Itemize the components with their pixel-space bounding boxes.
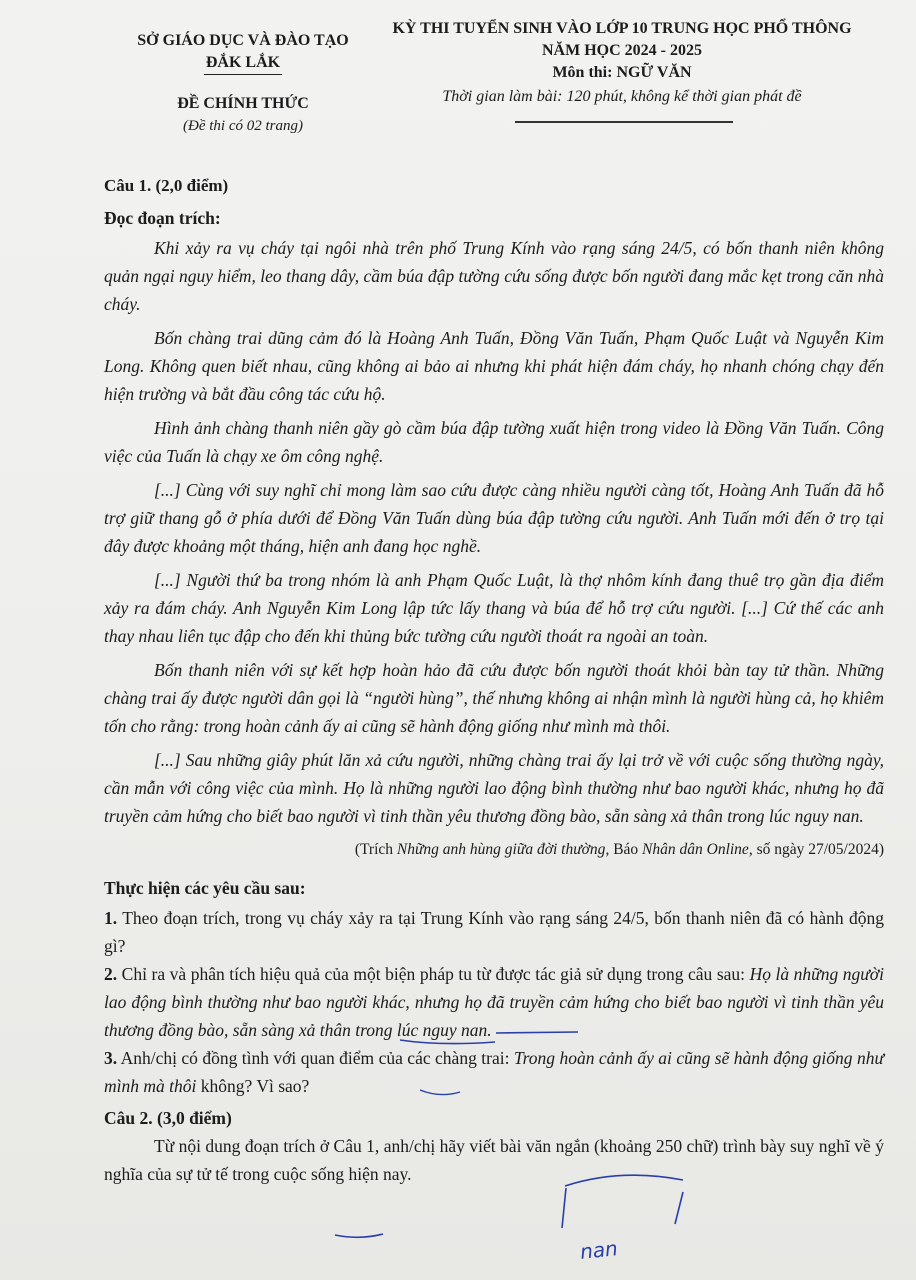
task-item [104, 960, 884, 1044]
task-tail: không? Vì sao? [200, 1076, 310, 1096]
source-date: , số ngày 27/05/2024) [748, 841, 884, 858]
task-item [104, 904, 884, 960]
source-suffix: , Báo [605, 841, 643, 858]
passage-paragraph: [...] Sau những giây phút lăn xả cứu người, những chàng trai ấy lại trở về với cuộc sống thường ngày, cần mẫn với công việc của mình. Họ là những người lao động bình thường như bao người khác, nhưng họ đã truyền cảm hứng cho biết bao người vì tinh thần yêu thương đồng bào, sẵn sàng xả thân trong lúc nguy nan. [104, 750, 884, 826]
official-label: ĐỀ CHÍNH THỨC [177, 95, 309, 112]
pen-mark [562, 1188, 566, 1228]
task-quote: Họ là những người lao động bình thường như bao người khác, nhưng họ đã truyền cảm hứng cho biết bao người vì tinh thần yêu thương đồng bào, sẵn sàng xả thân trong lúc nguy nan. [104, 964, 884, 1040]
exam-title: KỲ THI TUYỂN SINH VÀO LỚP 10 TRUNG HỌC PHỔ THÔNG [392, 20, 852, 37]
task-text: Theo đoạn trích, trong vụ cháy xảy ra tại Trung Kính vào rạng sáng 24/5, bốn thanh niên đã có hành động gì? [104, 908, 884, 956]
source-prefix: (Trích [354, 841, 397, 858]
handwritten-note: nan [578, 1236, 619, 1264]
school-year: NĂM HỌC 2024 - 2025 [542, 42, 702, 59]
passage-paragraph: Hình ảnh chàng thanh niên gầy gò cầm búa đập tường xuất hiện trong video là Đồng Văn Tuấn. Công việc của Tuấn là chạy xe ôm công nghệ. [104, 418, 884, 466]
question2-title: Câu 2. (3,0 điểm) [104, 1108, 232, 1128]
task-text: Anh/chị có đồng tình với quan điểm của các chàng trai: [120, 1048, 510, 1068]
exam-body [104, 172, 884, 1188]
question2-text: Từ nội dung đoạn trích ở Câu 1, anh/chị hãy viết bài văn ngắn (khoảng 250 chữ) trình bày suy nghĩ về ý nghĩa của sự tử tế trong cuộc sống hiện nay. [104, 1136, 884, 1184]
task-quote: Trong hoàn cảnh ấy ai cũng sẽ hành động giống như mình mà thôi [104, 1048, 884, 1096]
task-number: 1. [104, 908, 118, 928]
exam-info-block [372, 18, 872, 112]
time-note: Thời gian làm bài: 120 phút, không kể thời gian phát đề [442, 88, 802, 105]
task-item [104, 1044, 884, 1100]
department-name: SỞ GIÁO DỤC VÀ ĐÀO TẠO [137, 32, 349, 49]
passage-paragraph: Khi xảy ra vụ cháy tại ngôi nhà trên phố Trung Kính vào rạng sáng 24/5, có bốn thanh niên không quản ngại nguy hiểm, leo thang dây, cầm búa đập tường cứu sống được bốn người đang mắc kẹt trong căn nhà cháy. [104, 238, 884, 314]
passage-paragraph: Bốn thanh niên với sự kết hợp hoàn hảo đã cứu được bốn người thoát khỏi bàn tay tử thần. Những chàng trai ấy được người dân gọi là “người hùng”, thế nhưng không ai nhận mình là người hùng cả, họ khiêm tốn cho rằng: trong hoàn cảnh ấy ai cũng sẽ hành động giống như mình mà thôi. [104, 660, 884, 736]
province-name: ĐẮK LẮK [204, 52, 282, 75]
task-number: 2. [104, 964, 118, 984]
passage-paragraph: [...] Cùng với suy nghĩ chỉ mong làm sao cứu được càng nhiều người càng tốt, Hoàng Anh Tuấn đã hỗ trợ giữ thang gỗ ở phía dưới để Đồng Văn Tuấn dùng búa đập tường cứu người. Anh Tuấn mới đến ở trọ tại đây được khoảng một tháng, hiện anh đang học nghề. [104, 480, 884, 556]
passage-paragraph: [...] Người thứ ba trong nhóm là anh Phạm Quốc Luật, là thợ nhôm kính đang thuê trọ gần địa điểm xảy ra đám cháy. Anh Nguyễn Kim Long lập tức lấy thang và búa để hỗ trợ cứu người. [...] Cứ thế các anh thay nhau liên tục đập cho đến khi thủng bức tường cứu người thoát ra ngoài an toàn. [104, 570, 884, 646]
pen-mark [675, 1192, 683, 1224]
tasks-label: Thực hiện các yêu cầu sau: [104, 878, 306, 898]
question1-title: Câu 1. (2,0 điểm) [104, 176, 229, 195]
pen-underline [335, 1234, 383, 1237]
source-title: Những anh hùng giữa đời thường [396, 841, 606, 858]
subject: Môn thi: NGỮ VĂN [552, 64, 692, 81]
header-underline [515, 121, 733, 123]
source-paper: Nhân dân Online [642, 841, 749, 858]
issuer-block [118, 30, 368, 137]
passage-paragraph: Bốn chàng trai dũng cảm đó là Hoàng Anh Tuấn, Đồng Văn Tuấn, Phạm Quốc Luật và Nguyễn Kim Long. Không quen biết nhau, cũng không ai bảo ai nhưng khi phát hiện đám cháy, họ nhanh chóng chạy đến hiện trường và bắt đầu công tác cứu hộ. [104, 328, 884, 404]
task-number: 3. [104, 1048, 118, 1068]
passage-source [104, 836, 884, 864]
read-label: Đọc đoạn trích: [104, 208, 221, 228]
task-text: Chỉ ra và phân tích hiệu quả của một biện pháp tu từ được tác giả sử dụng trong câu sau: [121, 964, 746, 984]
page-count: (Đề thi có 02 trang) [183, 118, 303, 134]
